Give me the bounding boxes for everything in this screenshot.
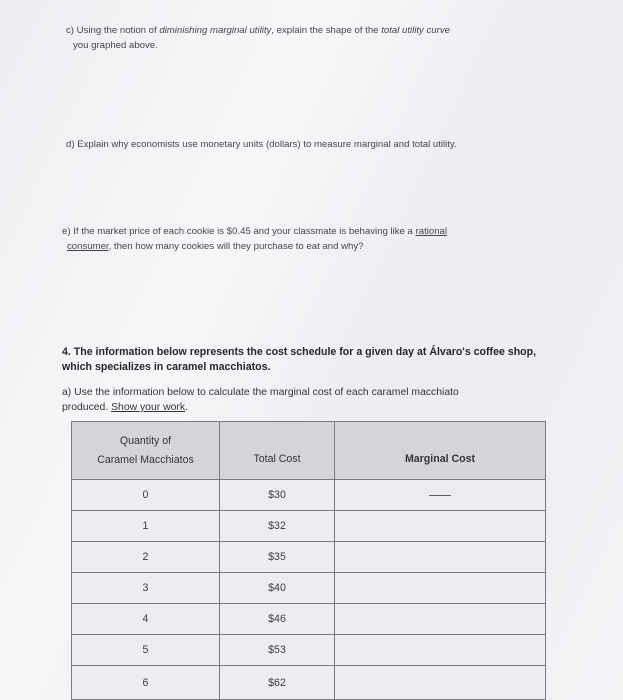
table-row [72, 604, 546, 635]
cell-quantity: 3 [72, 573, 220, 604]
cell-quantity: 4 [72, 604, 220, 635]
table-row [72, 573, 546, 604]
question-3e-text: e) If the market price of each cookie is $0.45 and your classmate is behaving like a [62, 226, 416, 237]
cell-marginal-cost[interactable] [335, 511, 546, 542]
cell-quantity: 5 [72, 635, 220, 666]
cell-total-cost: $30 [220, 480, 335, 511]
question-3c-text: c) Using the notion of [66, 25, 160, 36]
cell-total-cost: $32 [220, 511, 335, 542]
question-4a-line1: a) Use the information below to calculate the marginal cost of each caramel macchiato [62, 387, 459, 398]
question-4-line1: 4. The information below represents the cost schedule for a given day at Álvaro's coffee shop, [62, 346, 537, 358]
cell-marginal-cost[interactable] [335, 666, 546, 700]
header-marginal-cost: Marginal Cost [335, 422, 546, 480]
cell-quantity: 2 [72, 542, 220, 573]
cost-schedule-table [71, 421, 546, 700]
header-quantity-line2: Caramel Macchiatos [97, 453, 194, 466]
question-4a-line2: produced. [62, 402, 112, 413]
cell-quantity: 1 [72, 511, 220, 542]
question-3c-emphasis-tuc: total utility curve [381, 25, 450, 36]
question-3e [62, 224, 447, 254]
header-quantity [72, 422, 220, 480]
question-4a [62, 385, 459, 415]
question-4a-period: . [185, 402, 188, 413]
cell-marginal-cost [335, 480, 546, 511]
cell-total-cost: $35 [220, 542, 335, 573]
rational-consumer-link[interactable]: rational [415, 226, 448, 237]
table-row [72, 511, 546, 542]
cell-total-cost: $40 [220, 573, 335, 604]
rational-consumer-link-cont[interactable]: consumer [67, 241, 109, 252]
header-total-cost: Total Cost [220, 422, 335, 480]
table-row [72, 542, 546, 573]
question-3c-text-mid: , explain the shape of the [271, 25, 382, 36]
cell-quantity: 6 [72, 666, 220, 700]
show-your-work: Show your work [111, 402, 186, 413]
question-4-line2: which specializes in caramel macchiatos. [62, 361, 271, 373]
table-header-row [72, 422, 546, 480]
table-row [72, 635, 546, 666]
cell-total-cost: $46 [220, 604, 335, 635]
cell-total-cost: $62 [220, 666, 335, 700]
cell-marginal-cost[interactable] [335, 573, 546, 604]
cell-marginal-cost[interactable] [335, 542, 546, 573]
cell-total-cost: $53 [220, 635, 335, 666]
question-3d-text: d) Explain why economists use monetary units (dollars) to measure marginal and total utility. [66, 139, 457, 150]
question-4-heading [62, 345, 536, 375]
cell-quantity: 0 [72, 480, 220, 511]
question-3c [66, 23, 450, 53]
question-3d [66, 137, 457, 152]
header-quantity-line1: Quantity of [119, 434, 172, 447]
cell-marginal-cost[interactable] [335, 604, 546, 635]
dash-mark [429, 495, 451, 496]
cell-marginal-cost[interactable] [335, 635, 546, 666]
question-3c-line2: you graphed above. [73, 40, 158, 51]
table-row [72, 480, 546, 511]
table-row [72, 666, 546, 700]
question-3c-emphasis-mu: diminishing marginal utility [159, 25, 272, 36]
question-3e-line2: , then how many cookies will they purchase to eat and why? [108, 241, 364, 252]
